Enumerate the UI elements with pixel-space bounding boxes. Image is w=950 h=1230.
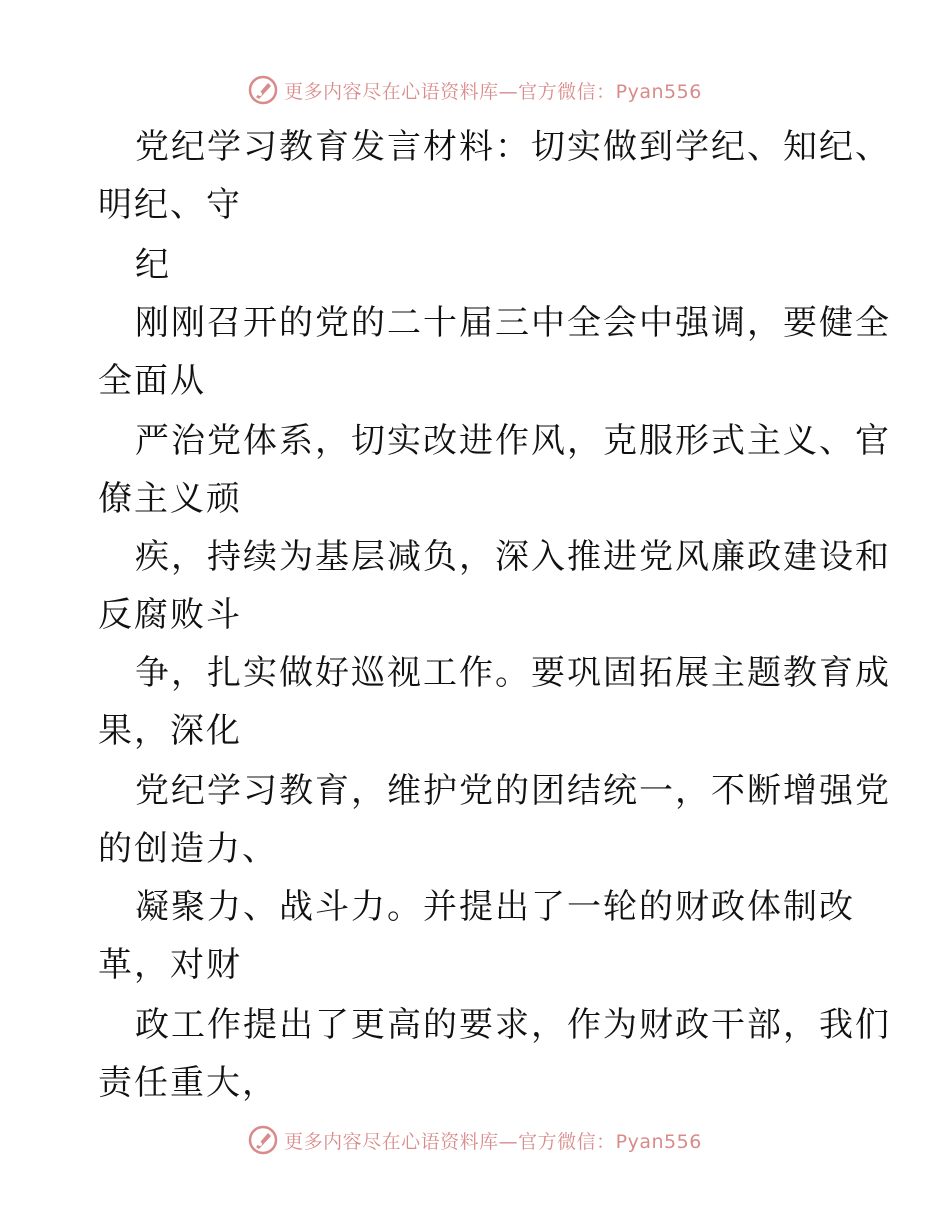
text-line: 严治党体系，切实改进作风，克服形式主义、官 xyxy=(135,421,891,461)
watermark-text: 更多内容尽在心语资料库—官方微信：Pyan556 xyxy=(284,80,702,103)
text-line: 凝聚力、战斗力。并提出了一轮的财政体制改 xyxy=(135,887,855,927)
text-line: 明纪、守 xyxy=(98,185,242,225)
text-line: 党纪学习教育发言材料：切实做到学纪、知纪、 xyxy=(135,127,891,167)
text-line: 的创造力、 xyxy=(98,829,278,869)
text-line: 僚主义顽 xyxy=(98,479,242,519)
text-line: 党纪学习教育，维护党的团结统一，不断增强党 xyxy=(135,771,891,811)
text-line: 责任重大， xyxy=(98,1063,278,1103)
footer-watermark xyxy=(0,1120,950,1160)
text-line: 反腐败斗 xyxy=(98,595,242,635)
text-line: 全面从 xyxy=(98,361,206,401)
text-line: 争，扎实做好巡视工作。要巩固拓展主题教育成 xyxy=(135,653,891,693)
pen-nib-logo-icon xyxy=(248,75,278,105)
text-line: 纪 xyxy=(135,245,171,285)
watermark-text: 更多内容尽在心语资料库—官方微信：Pyan556 xyxy=(284,1130,702,1153)
text-line: 革，对财 xyxy=(98,945,242,985)
text-line: 政工作提出了更高的要求，作为财政干部，我们 xyxy=(135,1005,891,1045)
text-line: 疾，持续为基层减负，深入推进党风廉政建设和 xyxy=(135,537,891,577)
text-line: 果，深化 xyxy=(98,711,242,751)
header-watermark xyxy=(0,70,950,110)
text-line: 刚刚召开的党的二十届三中全会中强调，要健全 xyxy=(135,303,891,343)
pen-nib-logo-icon xyxy=(248,1125,278,1155)
